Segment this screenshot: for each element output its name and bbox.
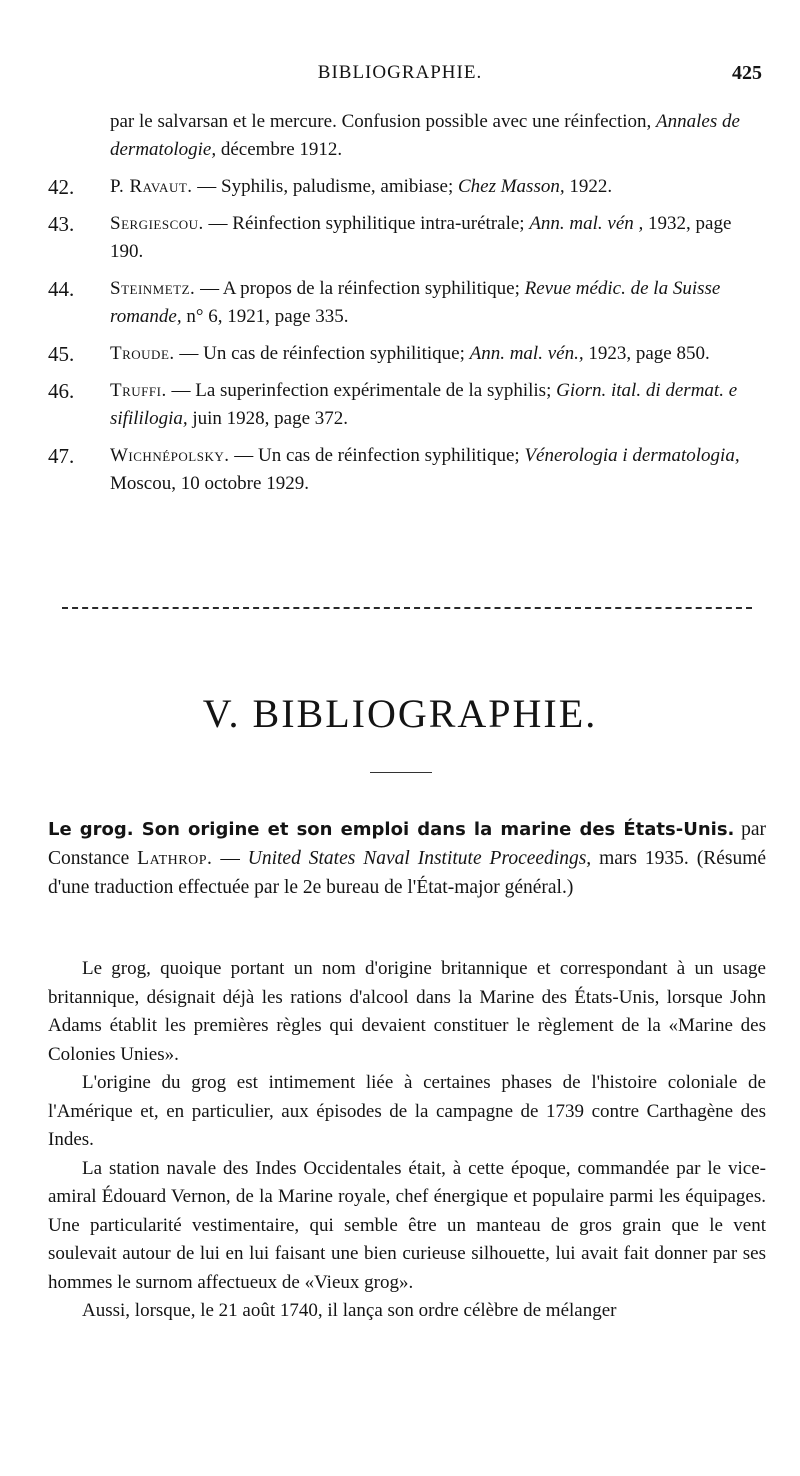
bib-number: 44. xyxy=(48,277,75,301)
page-number: 425 xyxy=(732,62,762,84)
bib-continuation xyxy=(48,108,766,164)
review-rest: mars 1935. (Résumé d'une traduction effectuée par le 2e bureau de l'État-major général.) xyxy=(48,848,767,898)
running-head xyxy=(0,60,800,90)
bib-author: Truffi. xyxy=(110,380,167,401)
bib-entry xyxy=(48,442,766,498)
review-body xyxy=(48,955,766,1326)
bib-source: Giorn. ital. di dermat. e sifililogia, xyxy=(110,380,738,429)
bib-number: 47. xyxy=(48,444,75,468)
bib-source: Revue médic. de la Suisse romande, xyxy=(110,278,721,327)
section-title: V. BIBLIOGRAPHIE. xyxy=(202,691,598,736)
bib-rest: n° 6, 1921, page 335. xyxy=(186,306,349,327)
bib-number: 45. xyxy=(48,342,75,366)
review-dash: — xyxy=(220,848,240,869)
bib-number: 46. xyxy=(48,379,75,403)
continuation-date: décembre 1912. xyxy=(220,139,343,160)
bib-rest: 1932, page 190. xyxy=(110,213,732,262)
bib-entry xyxy=(48,275,766,331)
review-title: Le grog. Son origine et son emploi dans la marine des États-Unis. xyxy=(48,819,735,840)
bib-rest: Moscou, 10 octobre 1929. xyxy=(110,473,309,494)
review-source: United States Naval Institute Proceedings, xyxy=(247,848,592,869)
bib-rest: juin 1928, page 372. xyxy=(192,408,349,429)
bib-number: 43. xyxy=(48,212,75,236)
paragraph: La station navale des Indes Occidentales était, à cette époque, commandée par le vice-amiral Édouard Vernon, de la Marine royale, chef énergique et populaire parmi les équipages. Une particularité vestimentaire, qui semble être un manteau de gros grain que le vent soulevait autour de lui en lui faisant une bien curieuse silhouette, lui avait fait donner par ses hommes le surnom affectueux de «Vieux grog». xyxy=(48,1157,766,1293)
bib-author: Troude. xyxy=(110,343,175,364)
paragraph: L'origine du grog est intimement liée à certaines phases de l'histoire coloniale de l'Amérique et, en particulier, aux épisodes de la campagne de 1739 contre Carthagène des Indes. xyxy=(48,1072,766,1150)
review-heading xyxy=(48,815,766,902)
continuation-journal: Annales de dermatologie, xyxy=(110,111,740,160)
bib-entry xyxy=(48,377,766,433)
bib-author: Sergiescou. xyxy=(110,213,204,234)
title-underline xyxy=(370,772,432,773)
bib-entry xyxy=(48,173,766,201)
bib-title: — Un cas de réinfection syphilitique; xyxy=(234,445,520,466)
bib-title: — Un cas de réinfection syphilitique; xyxy=(179,343,465,364)
bib-author: Wichnépolsky. xyxy=(110,445,230,466)
continuation-text: par le salvarsan et le mercure. Confusion possible avec une réinfection, xyxy=(110,111,652,132)
section-divider xyxy=(62,607,752,609)
bib-source: Vénerologia i dermatologia, xyxy=(524,445,740,466)
bib-rest: 1922. xyxy=(569,176,613,197)
bib-author: Steinmetz. xyxy=(110,278,196,299)
bibliography-list xyxy=(48,108,766,507)
running-head-title: BIBLIOGRAPHIE. xyxy=(317,62,483,83)
bib-title: — La superinfection expérimentale de la syphilis; xyxy=(171,380,552,401)
bib-entry xyxy=(48,210,766,266)
review-author: Lathrop. xyxy=(137,848,213,869)
review-by: par Constance xyxy=(48,819,767,869)
bib-author: P. Ravaut. xyxy=(110,176,193,197)
bib-rest: 1923, page 850. xyxy=(588,343,710,364)
bib-source: Ann. mal. vén , xyxy=(529,213,644,234)
bib-entry xyxy=(48,340,766,368)
bib-title: — A propos de la réinfection syphilitique; xyxy=(200,278,520,299)
bib-title: — Réinfection syphilitique intra-urétrale; xyxy=(208,213,525,234)
bib-source: Ann. mal. vén., xyxy=(469,343,584,364)
paragraph: Le grog, quoique portant un nom d'origine britannique et correspondant à un usage britannique, désignait déjà les rations d'alcool dans la Marine des États-Unis, lorsque John Adams établit les premières règles qui devaient constituer le règlement de la «Marine des Colonies Unies». xyxy=(48,958,766,1065)
bib-number: 42. xyxy=(48,175,75,199)
bib-title: — Syphilis, paludisme, amibiase; xyxy=(197,176,454,197)
bib-source: Chez Masson, xyxy=(457,176,565,197)
paragraph: Aussi, lorsque, le 21 août 1740, il lança son ordre célèbre de mélanger xyxy=(82,1300,617,1321)
